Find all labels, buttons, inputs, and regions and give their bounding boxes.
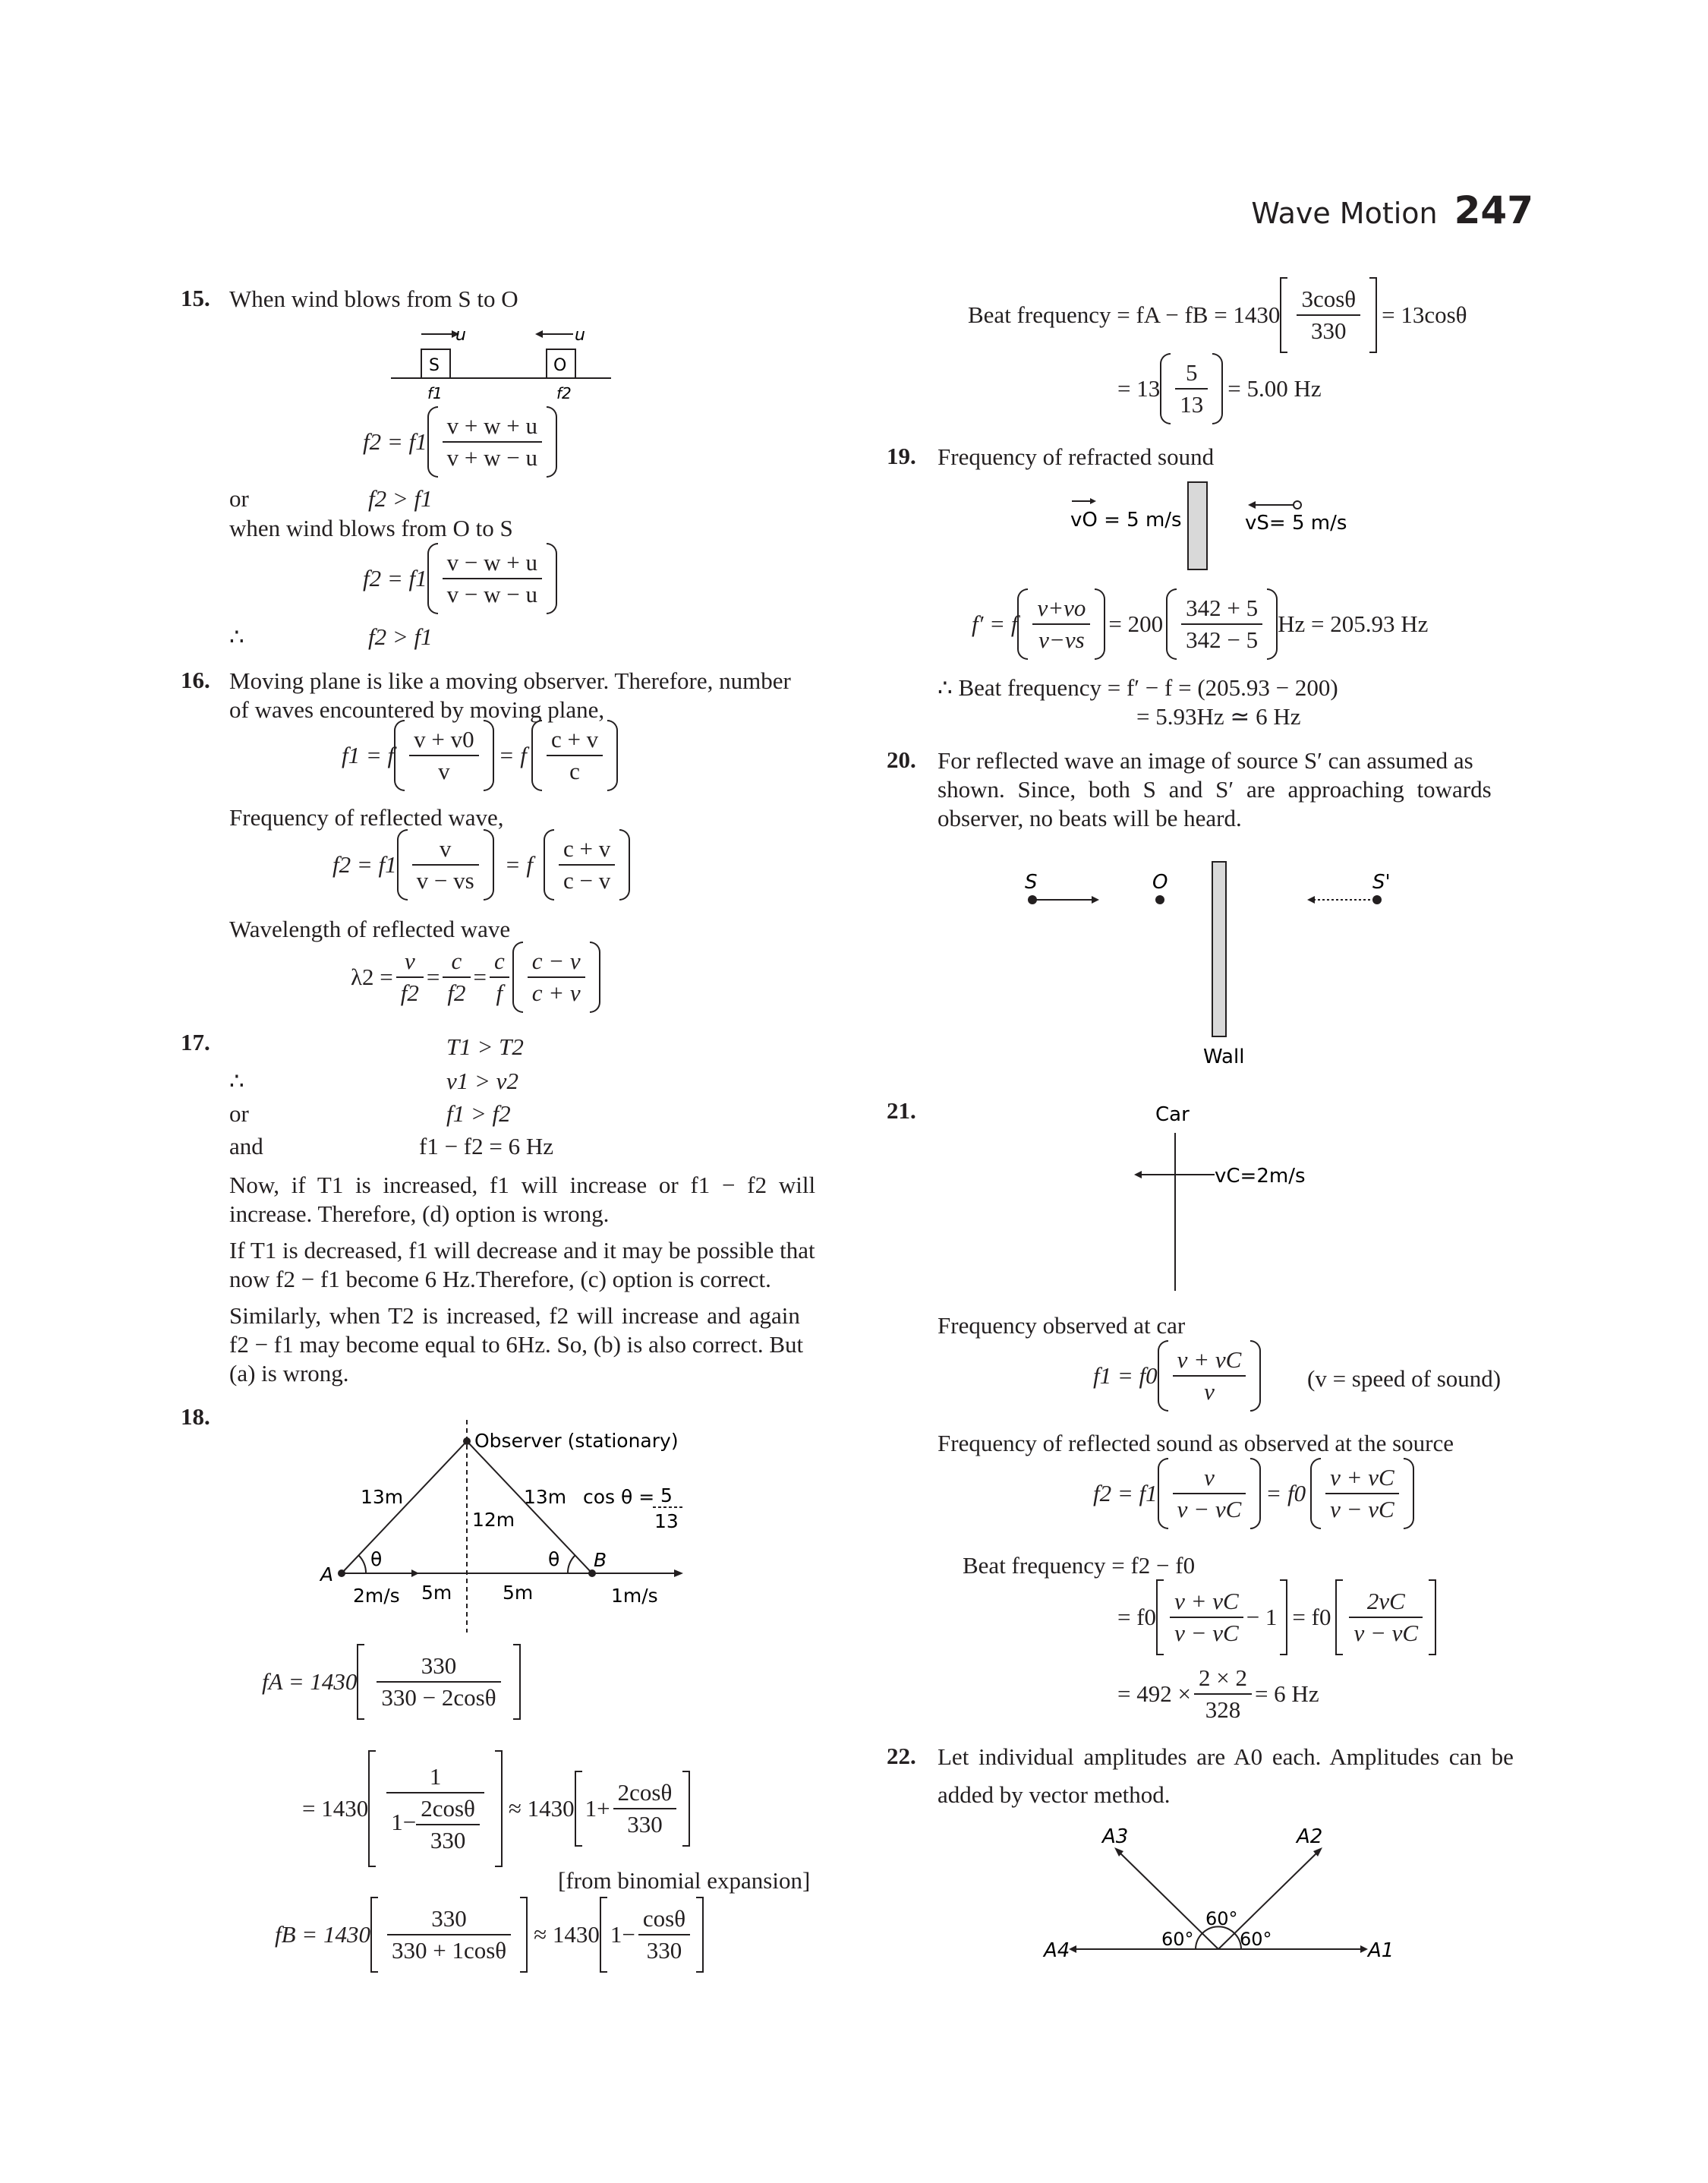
q17-cond2: v1 > v2 <box>446 1068 518 1094</box>
q17-label2: ∴ <box>229 1068 244 1094</box>
q15-f2-label: f2 <box>556 384 572 402</box>
q15-u2-arrowhead <box>535 330 543 338</box>
q22-line1: Let individual amplitudes are A0 each. Amplitudes can be <box>938 1743 1514 1770</box>
q18-cos-num: 5 <box>660 1484 673 1506</box>
q18-a-dot <box>338 1569 345 1577</box>
q17-cond1: T1 > T2 <box>446 1033 524 1060</box>
q20-s2-arrowhead <box>1307 896 1315 904</box>
q22-a1-arrowhead <box>1360 1945 1368 1953</box>
q18-angle-arc-a <box>358 1555 366 1573</box>
q16-line3: Frequency of reflected wave, <box>229 804 504 831</box>
q18-figure <box>311 1420 736 1648</box>
q19-source-dot <box>1294 501 1301 509</box>
chapter-title: Wave Motion <box>1251 197 1438 230</box>
q16-eq1: f1 = f v + v0 v = f c + v c <box>342 720 618 791</box>
page-number: 247 <box>1454 188 1533 232</box>
q19-source-arrowhead <box>1248 501 1256 509</box>
q21-eq1-note: (v = speed of sound) <box>1307 1365 1502 1392</box>
q18-theta-b: θ <box>548 1548 560 1570</box>
q18-observer-dot <box>463 1437 471 1445</box>
q18-beat-eq2: = 13 5 13 = 5.00 Hz <box>1117 353 1322 424</box>
q17-cond3: f1 > f2 <box>446 1100 511 1127</box>
q21-vc-label: vC=2m/s <box>1215 1165 1306 1188</box>
q20-o-label: O <box>1152 871 1168 894</box>
q18-binomial-note: [from binomial expansion] <box>558 1867 811 1894</box>
q18-fb-eq: fB = 1430 330 330 + 1cosθ ≈ 1430 1− $\frac{\cos\theta}{330}$ <box>275 1897 704 1973</box>
q17-para1a: Now, if T1 is increased, f1 will increase or f1 − f2 will <box>229 1172 816 1198</box>
q18-observer-label: Observer (stationary) <box>474 1430 679 1452</box>
q22-arc-left <box>1196 1933 1202 1949</box>
q20-line2: shown. Since, both S and S′ are approaching towards <box>938 776 1492 803</box>
q18-half1: 5m <box>421 1582 452 1604</box>
q17-para3b: f2 − f1 may become equal to 6Hz. So, (b) is also correct. But <box>229 1331 804 1358</box>
q19-line1: Frequency of refracted sound <box>938 443 1215 470</box>
q21-line2: Frequency of reflected sound as observed at the source <box>938 1430 1454 1456</box>
q15-ineq1: f2 > f1 <box>368 485 433 512</box>
q15-s-label: S <box>429 356 440 375</box>
q22-figure <box>1040 1826 1397 1978</box>
q18-a-label: A <box>320 1563 334 1585</box>
q17-para1b: increase. Therefore, (d) option is wrong. <box>229 1200 610 1227</box>
q22-a1-label: A1 <box>1368 1939 1394 1962</box>
q17-number: 17. <box>181 1029 210 1055</box>
q15-ineq2: f2 > f1 <box>368 623 433 650</box>
q18-height-label: 12m <box>472 1509 515 1531</box>
q20-line3: observer, no beats will be heard. <box>938 805 1242 831</box>
q15-u2-label: u <box>575 326 585 345</box>
q19-vs-label: vS= 5 m/s <box>1245 512 1347 535</box>
q18-va-label: 2m/s <box>353 1585 400 1607</box>
q17-para2a: If T1 is decreased, f1 will decrease and it may be possible that <box>229 1237 815 1263</box>
q19-vo-label: vO = 5 m/s <box>1070 509 1182 532</box>
q18-b-label: B <box>594 1549 607 1571</box>
q21-velocity-arrowhead <box>1134 1171 1142 1178</box>
q17-label4: and <box>229 1133 263 1159</box>
q20-wall-label: Wall <box>1203 1046 1245 1068</box>
q17-cond4: f1 − f2 = 6 Hz <box>419 1133 554 1159</box>
q22-a3-label: A3 <box>1102 1826 1129 1848</box>
q18-number: 18. <box>181 1403 210 1430</box>
q19-number: 19. <box>887 443 916 469</box>
q18-b-arrowhead <box>674 1569 683 1577</box>
q22-number: 22. <box>887 1743 916 1769</box>
q18-a-arrowhead <box>411 1569 419 1577</box>
q17-label3: or <box>229 1100 249 1127</box>
q22-line2: added by vector method. <box>938 1781 1171 1808</box>
q16-line2: of waves encountered by moving plane, <box>229 696 605 723</box>
q22-a4-label: A4 <box>1044 1939 1070 1962</box>
q18-cos-label: cos θ = <box>583 1486 655 1508</box>
q21-eq1: f1 = f0 v + vC v <box>1093 1340 1261 1412</box>
q22-a2-label: A2 <box>1297 1826 1323 1848</box>
q16-number: 16. <box>181 667 210 693</box>
q22-angle-left: 60° <box>1161 1929 1194 1950</box>
q15-eq2: f2 = f1 v − w + u v − w − u <box>363 543 557 614</box>
q20-number: 20. <box>887 746 916 773</box>
q22-angle-top: 60° <box>1205 1908 1238 1929</box>
q18-angle-arc-b <box>568 1555 575 1573</box>
q15-or: or <box>229 485 249 512</box>
q21-eq2: f2 = f1 v v − vC = f0 v + vC v − vC <box>1093 1458 1414 1529</box>
q22-a4-arrowhead <box>1069 1945 1076 1953</box>
q20-s2-dot <box>1372 895 1382 904</box>
q17-para3c: (a) is wrong. <box>229 1360 349 1386</box>
q20-s-arrowhead <box>1092 896 1099 904</box>
q19-eq: f′ = f v+vo v−vs = 200 342 + 5 342 − 5 Hz = 205.93 Hz <box>972 588 1428 660</box>
q16-eq3: λ2 = $\frac{v}{f2}$ = $\frac{c}{f2}$ = $\frac{c}{f}$ c − v c + v <box>351 942 600 1013</box>
q15-f1-label: f1 <box>427 384 443 402</box>
q19-figure <box>1063 478 1366 573</box>
q20-o-dot <box>1155 895 1164 904</box>
q16-line1: Moving plane is like a moving observer. Therefore, number <box>229 667 791 694</box>
q22-angle-right: 60° <box>1240 1929 1272 1950</box>
q15-number: 15. <box>181 285 210 311</box>
q18-fa-eq: fA = 1430 330 330 − 2cosθ <box>262 1644 521 1720</box>
q21-number: 21. <box>887 1097 916 1124</box>
q18-beat-eq: Beat frequency = fA − fB = 1430 3cosθ 330 = 13cosθ <box>968 277 1467 353</box>
q19-wall <box>1188 482 1207 569</box>
q20-s2-label: S' <box>1372 871 1391 894</box>
q20-wall <box>1212 862 1226 1036</box>
q18-right-length: 13m <box>524 1486 567 1508</box>
q16-eq2: f2 = f1 v v − vs = f c + v c − v <box>332 829 630 901</box>
q15-line1: When wind blows from S to O <box>229 285 518 312</box>
q18-fa-expand: = 1430 1 1− $\frac{2\cos\theta}{330}$ ≈ 1430 1+ $\frac{2\cos\theta}{330}$ <box>302 1750 690 1867</box>
q15-line2: when wind blows from O to S <box>229 515 513 541</box>
q19-vo-vector-head <box>1090 498 1096 504</box>
q21-eq3: = f0 v + vC v − vC − 1 = f0 2vC v − vC <box>1117 1579 1436 1655</box>
q15-u1-label: u <box>455 326 466 345</box>
q21-figure <box>1123 1101 1351 1298</box>
page-header <box>1251 188 1533 232</box>
q15-therefore: ∴ <box>229 623 244 650</box>
q19-beat2: = 5.93Hz ≃ 6 Hz <box>1136 703 1301 730</box>
q21-eq4: = 492 × $\frac{2 \times 2}{328}$ = 6 Hz <box>1117 1664 1319 1723</box>
q21-car-label: Car <box>1155 1103 1190 1126</box>
q20-figure <box>1010 858 1404 1071</box>
q21-line1: Frequency observed at car <box>938 1312 1186 1339</box>
q21-beat-label: Beat frequency = f2 − f0 <box>963 1552 1196 1579</box>
q15-o-label: O <box>553 356 567 375</box>
q15-figure <box>383 319 619 410</box>
q18-vb-label: 1m/s <box>611 1585 658 1607</box>
q18-theta-a: θ <box>370 1548 383 1570</box>
q18-cos-den: 13 <box>654 1510 679 1532</box>
q17-para2b: now f2 − f1 become 6 Hz.Therefore, (c) option is correct. <box>229 1266 771 1292</box>
q17-para3a: Similarly, when T2 is increased, f2 will increase and again <box>229 1302 800 1329</box>
q20-line1: For reflected wave an image of source S′ can assumed as <box>938 747 1473 774</box>
q18-left-length: 13m <box>361 1486 404 1508</box>
q15-eq1: f2 = f1 v + w + u v + w − u <box>363 406 557 478</box>
q19-beat1: ∴ Beat frequency = f′ − f = (205.93 − 200) <box>938 674 1338 701</box>
q16-line4: Wavelength of reflected wave <box>229 916 511 942</box>
q18-half2: 5m <box>503 1582 534 1604</box>
q20-s-label: S <box>1025 871 1038 894</box>
